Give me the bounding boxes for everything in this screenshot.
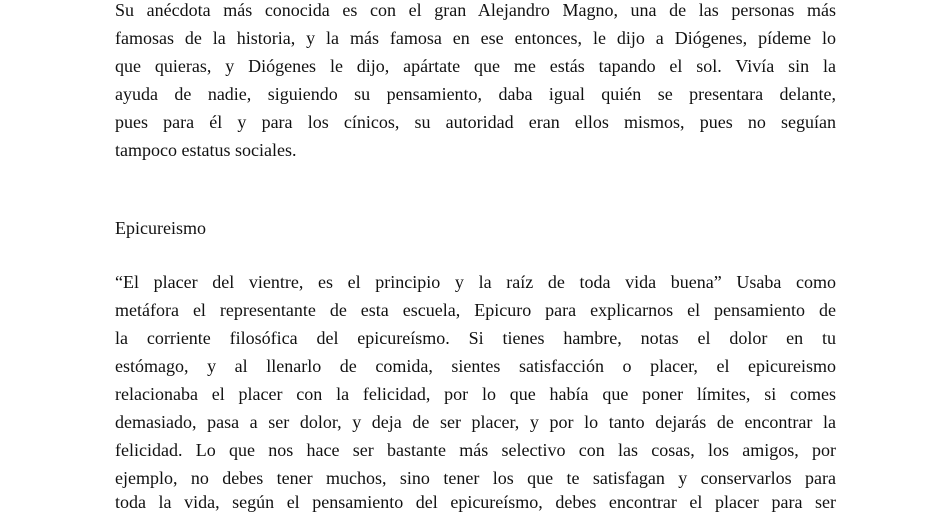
text-line: felicidad. Lo que nos hace ser bastante más selectivo con las cosas, los amigos, por: [115, 440, 836, 460]
text-line: metáfora el representante de esta escuela, Epicuro para explicarnos el pensamiento de: [115, 300, 836, 320]
section-heading: Epicureismo: [115, 218, 206, 238]
text-line: tampoco estatus sociales.: [115, 140, 297, 160]
text-line: ayuda de nadie, siguiendo su pensamiento, daba igual quién se presentara delante,: [115, 84, 836, 104]
text-line: Su anécdota más conocida es con el gran Alejandro Magno, una de las personas más: [115, 0, 836, 20]
text-line: que quieras, y Diógenes le dijo, apártate que me estás tapando el sol. Vivía sin la: [115, 56, 836, 76]
text-line: la corriente filosófica del epicureísmo. Si tienes hambre, notas el dolor en tu: [115, 328, 836, 348]
text-line: toda la vida, según el pensamiento del epicureísmo, debes encontrar el placer para ser: [115, 492, 836, 512]
text-line: ejemplo, no debes tener muchos, sino tener los que te satisfagan y conservarlos para: [115, 468, 836, 488]
text-line: estómago, y al llenarlo de comida, sientes satisfacción o placer, el epicureismo: [115, 356, 836, 376]
text-line: famosas de la historia, y la más famosa en ese entonces, le dijo a Diógenes, pídeme lo: [115, 28, 836, 48]
text-line: “El placer del vientre, es el principio y la raíz de toda vida buena” Usaba como: [115, 272, 836, 292]
text-line: demasiado, pasa a ser dolor, y deja de ser placer, y por lo tanto dejarás de encontrar la: [115, 412, 836, 432]
text-line: relacionaba el placer con la felicidad, por lo que había que poner límites, si comes: [115, 384, 836, 404]
text-line: pues para él y para los cínicos, su autoridad eran ellos mismos, pues no seguían: [115, 112, 836, 132]
